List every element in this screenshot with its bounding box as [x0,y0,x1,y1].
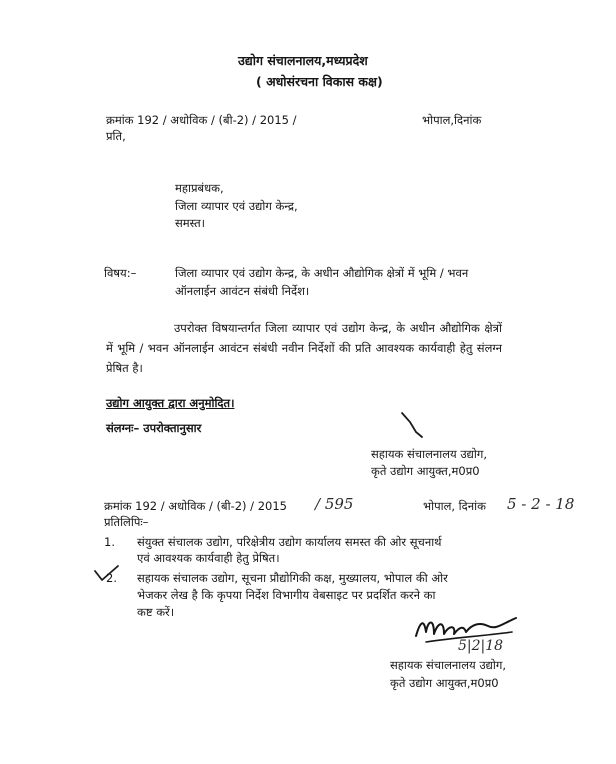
copy-item-2-number: 2. [106,571,117,585]
copy-item-1-number: 1. [104,535,115,549]
subject-line-1: जिला व्यापार एवं उद्योग केन्द्र, के अधीन औद्योगिक क्षेत्रों में भूमि / भवन [175,266,469,280]
letterhead-subtitle: ( अधोसंरचना विकास कक्ष) [256,74,383,89]
subject-label: विषय:– [104,266,137,280]
handwritten-dispatch-date: 5 - 2 - 18 [507,495,575,513]
place-date: भोपाल,दिनांक [422,113,482,127]
copy-item-1-line-2: एवं आवश्यक कार्यवाही हेतु प्रेषित। [137,551,280,565]
signature-tick-mark [400,410,440,440]
bottom-place-date: भोपाल, दिनांक [423,499,486,513]
addressee-line-3: समस्त। [175,216,206,230]
signatory-2-authority: कृते उद्योग आयुक्त,म0प्र0 [390,676,499,690]
copy-item-2-line-3: कष्ट करें। [137,605,175,619]
addressee-line-1: महाप्रबंधक, [175,181,224,195]
approval-note: उद्योग आयुक्त द्वारा अनुमोदित। [106,396,235,410]
prati-label: प्रति, [106,129,126,143]
signatory-1-authority: कृते उद्योग आयुक्त,म0प्र0 [371,464,480,478]
enclosure-note: संलग्नः– उपरोक्तानुसार [106,421,202,435]
signature-date: 5|2|18 [458,638,504,654]
copy-item-2-line-1: सहायक संचालक उद्योग, सूचना प्रौद्योगिकी कक्ष, मुख्यालय, भोपाल की ओर [137,571,448,585]
copy-item-1-line-1: संयुक्त संचालक उद्योग, परिक्षेत्रीय उद्योग कार्यालय समस्त की ओर सूचनार्थ [137,535,442,549]
signatory-2-designation: सहायक संचालनालय उद्योग, [390,658,507,672]
copy-to-label: प्रतिलिपिः– [104,515,149,529]
reference-number: क्रमांक 192 / अधोविक / (बी-2) / 2015 / [106,113,297,127]
subject-line-2: ऑनलाईन आवंटन संबंधी निर्देश। [175,284,310,298]
handwritten-dispatch-number: / 595 [315,495,354,513]
copy-item-2-line-2: भेजकर लेख है कि कृपया निर्देश विभागीय वेबसाइट पर प्रदर्शित करने का [137,588,436,602]
body-paragraph: उपरोक्त विषयान्तर्गत जिला व्यापार एवं उद्योग केन्द्र, के अधीन औद्योगिक क्षेत्रों में भूमि / भवन ऑनलाईन आवंटन संबंधी नवीन निर्देशों की प्रति आवश्यक कार्यवाही हेतु संलग्न प्रेषित है। [106,321,502,375]
signatory-1-designation: सहायक संचालनालय उद्योग, [371,447,488,461]
bottom-reference-number: क्रमांक 192 / अधोविक / (बी-2) / 2015 [104,499,287,513]
letterhead-title: उद्योग संचालनालय,मध्यप्रदेश [238,53,368,68]
addressee-line-2: जिला व्यापार एवं उद्योग केन्द्र, [175,199,298,213]
